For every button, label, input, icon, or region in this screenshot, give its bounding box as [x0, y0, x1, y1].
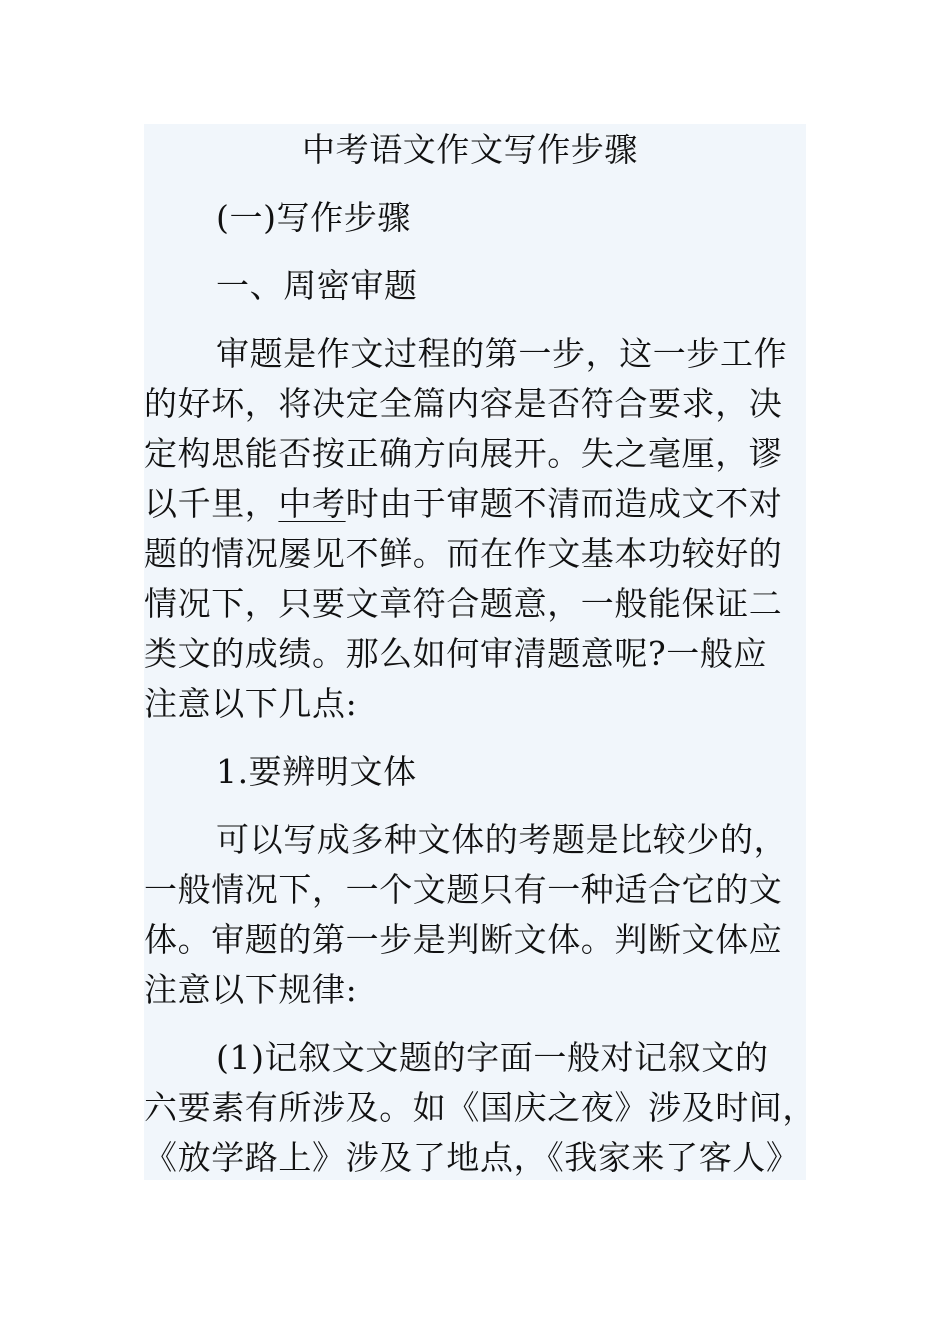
- paragraph-line: 审题是作文过程的第一步，这一步工作: [216, 334, 788, 373]
- paragraph-line: 的好坏，将决定全篇内容是否符合要求，决: [144, 384, 783, 423]
- paragraph-line: 情况下，只要文章符合题意，一般能保证二: [144, 584, 783, 623]
- paragraph-line: (1)记叙文文题的字面一般对记叙文的: [216, 1038, 769, 1077]
- paragraph-text: 以千里，: [144, 484, 279, 523]
- point-heading: 1.要辨明文体: [216, 752, 417, 791]
- paragraph-line: 注意以下规律:: [144, 970, 358, 1009]
- paragraph-line: 类文的成绩。那么如何审清题意呢?一般应: [144, 634, 768, 673]
- paragraph-line: 一般情况下，一个文题只有一种适合它的文: [144, 870, 783, 909]
- paragraph-line: 可以写成多种文体的考题是比较少的，: [216, 820, 788, 859]
- paragraph-line: 六要素有所涉及。如《国庆之夜》涉及时间，: [144, 1088, 816, 1127]
- subsection-heading: 一、周密审题: [216, 266, 418, 305]
- zhongkao-link[interactable]: 中考: [278, 484, 346, 523]
- paragraph-line: 定构思能否按正确方向展开。失之毫厘，谬: [144, 434, 783, 473]
- paragraph-line: [144, 484, 782, 524]
- paragraph-line: 题的情况屡见不鲜。而在作文基本功较好的: [144, 534, 783, 573]
- paragraph-line: 注意以下几点:: [144, 684, 358, 723]
- document-page: [144, 124, 816, 1180]
- paragraph-line: 《放学路上》涉及了地点，《我家来了客人》: [144, 1138, 800, 1177]
- document-title: 中考语文作文写作步骤: [302, 130, 638, 169]
- section-heading: (一)写作步骤: [216, 198, 411, 237]
- paragraph-text: 时由于审题不清而造成文不对: [345, 484, 783, 523]
- paragraph-line: 体。审题的第一步是判断文体。判断文体应: [144, 920, 783, 959]
